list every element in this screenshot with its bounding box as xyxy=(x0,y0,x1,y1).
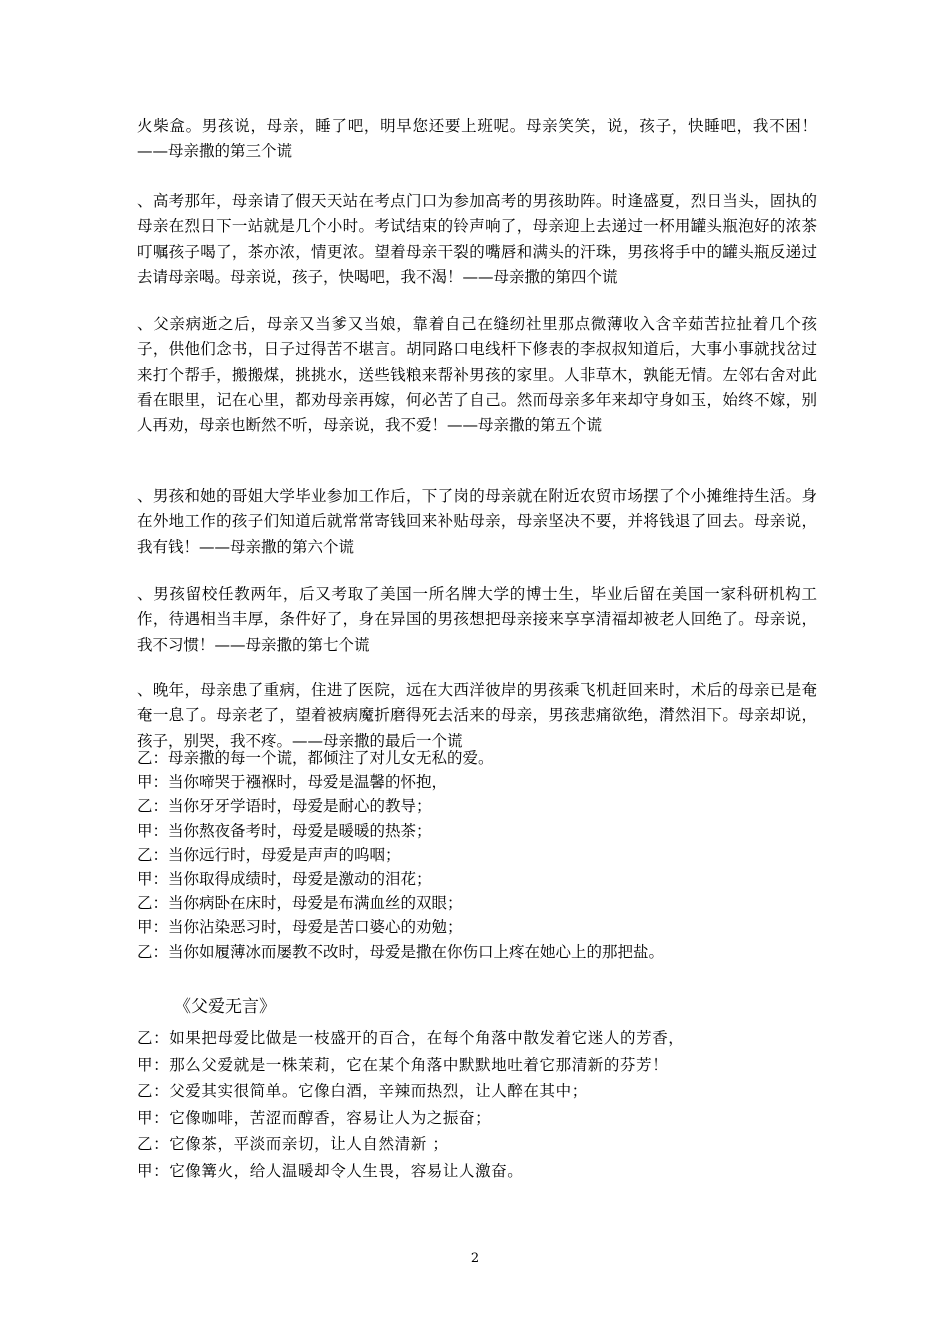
dialogue-line: 甲：当你熬夜备考时，母爱是暖暖的热茶； xyxy=(137,821,432,840)
dialogue-line: 甲：那么父爱就是一株茉莉，它在某个角落中默默地吐着它那清新的芬芳！ xyxy=(137,1055,669,1074)
paragraph-lie-4: 、高考那年，母亲请了假天天站在考点门口为参加高考的男孩助阵。时逢盛夏，烈日当头，固执的母亲在烈日下一站就是几个小时。考试结束的铃声响了，母亲迎上去递过一杯用罐头瓶泡好的浓茶叮嘱孩子喝了，茶亦浓，情更浓。望着母亲干裂的嘴唇和满头的汗珠，男孩将手中的罐头瓶反递过去请母亲喝。母亲说，孩子，快喝吧，我不渴！——母亲撒的第四个谎 xyxy=(137,192,817,286)
dialogue-line: 甲：当你取得成绩时，母爱是激动的泪花； xyxy=(137,869,432,888)
dialogue-line: 乙：它像茶，平淡而亲切，让人自然清新 ； xyxy=(137,1135,449,1153)
section-title: 《父爱无言》 xyxy=(174,997,276,1017)
dialogue-line: 乙：当你牙牙学语时，母爱是耐心的教导； xyxy=(137,797,432,816)
dialogue-line: 乙：母亲撒的每一个谎，都倾注了对儿女无私的爱。 xyxy=(137,749,494,767)
paragraph-lie-last: 、晚年，母亲患了重病，住进了医院，远在大西洋彼岸的男孩乘飞机赶回来时，术后的母亲已是奄奄一息了。母亲老了，望着被病魔折磨得死去活来的母亲，男孩悲痛欲绝，潸然泪下。母亲却说，孩子，别哭，我不疼。——母亲撒的最后一个谎 xyxy=(137,681,817,750)
dialogue-line: 甲：当你沾染恶习时，母爱是苦口婆心的劝勉； xyxy=(137,918,463,937)
dialogue-line: 乙：父爱其实很简单。它像白酒，辛辣而热烈，让人醉在其中； xyxy=(137,1082,588,1100)
dialogue-line: 乙：当你病卧在床时，母爱是布满血丝的双眼； xyxy=(137,894,463,913)
dialogue-line: 乙：如果把母爱比做是一枝盛开的百合，在每个角落中散发着它迷人的芳香， xyxy=(137,1029,685,1047)
paragraph-lie-5: 、父亲病逝之后，母亲又当爹又当娘，靠着自己在缝纫社里那点微薄收入含辛茹苦拉扯着几个孩子，供他们念书，日子过得苦不堪言。胡同路口电线杆下修表的李叔叔知道后，大事小事就找岔过来打个帮手，搬搬煤，挑挑水，送些钱粮来帮补男孩的家里。人非草木，孰能无情。左邻右舍对此看在眼里，记在心里，都劝母亲再嫁，何必苦了自己。然而母亲多年来却守身如玉，始终不嫁，别人再劝，母亲也断然不听，母亲说，我不爱！——母亲撒的第五个谎 xyxy=(137,315,817,435)
dialogue-line: 甲：它像咖啡，苦涩而醇香，容易让人为之振奋； xyxy=(137,1108,492,1127)
paragraph-lie-3: 火柴盒。男孩说，母亲，睡了吧，明早您还要上班呢。母亲笑笑，说，孩子，快睡吧，我不困！——母亲撒的第三个谎 xyxy=(137,117,817,161)
dialogue-line: 甲：当你啼哭于襁褓时，母爱是温馨的怀抱， xyxy=(137,773,448,792)
paragraph-lie-6: 、男孩和她的哥姐大学毕业参加工作后，下了岗的母亲就在附近农贸市场摆了个小摊维持生活。身在外地工作的孩子们知道后就常常寄钱回来补贴母亲，母亲坚决不要，并将钱退了回去。母亲说，我有钱！——母亲撒的第六个谎 xyxy=(137,487,817,556)
father-love-dialogue xyxy=(137,1025,817,1184)
page-number: 2 xyxy=(470,1251,480,1266)
mother-love-dialogue xyxy=(137,746,817,964)
paragraph-lie-7: 、男孩留校任教两年，后又考取了美国一所名牌大学的博士生，毕业后留在美国一家科研机构工作，待遇相当丰厚，条件好了，身在异国的男孩想把母亲接来享享清福却被老人回绝了。母亲说，我不习惯！——母亲撒的第七个谎 xyxy=(137,585,817,654)
dialogue-line: 乙：当你如履薄冰而屡教不改时，母爱是撒在你伤口上疼在她心上的那把盐。 xyxy=(137,942,665,961)
dialogue-line: 乙：当你远行时，母爱是声声的呜咽； xyxy=(137,845,401,864)
dialogue-line: 甲：它像篝火，给人温暖却令人生畏，容易让人激奋。 xyxy=(137,1161,524,1180)
